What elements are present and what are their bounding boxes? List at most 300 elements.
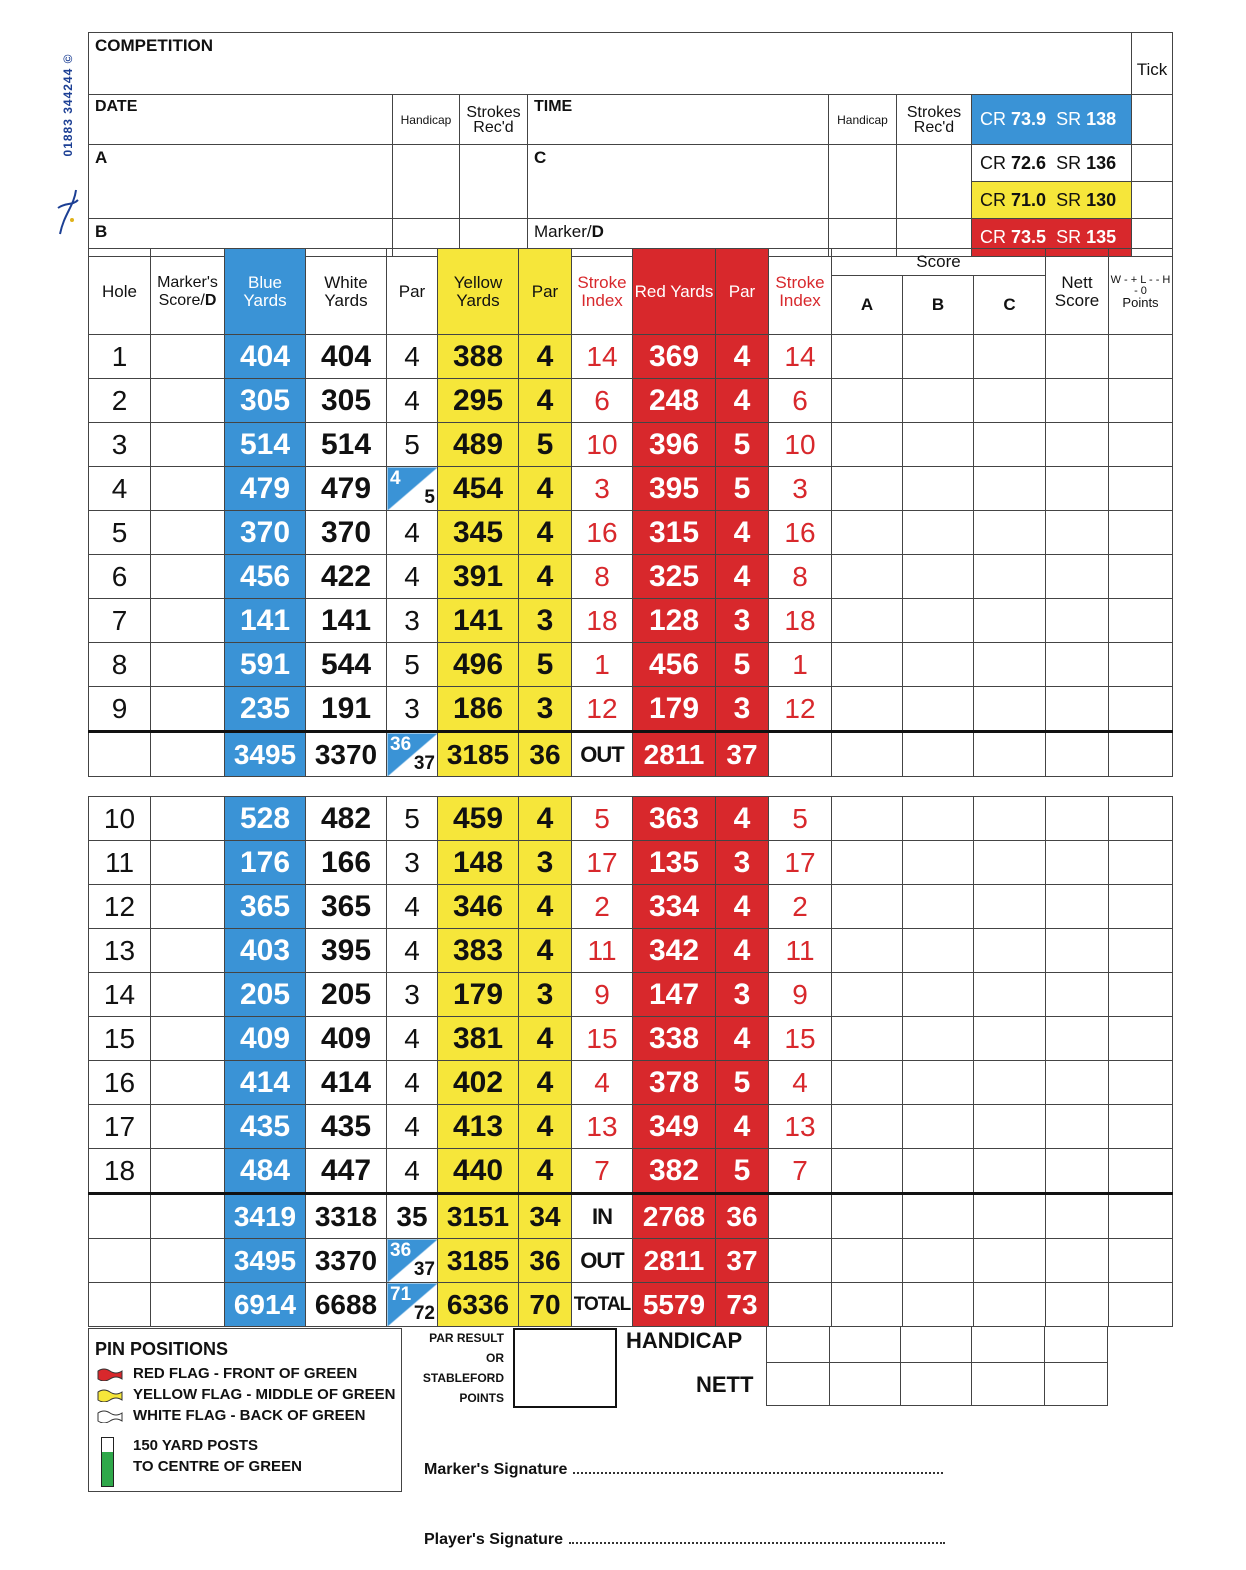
par-split: 4 5 <box>387 467 438 511</box>
score-a-cell[interactable] <box>832 1105 903 1149</box>
marker-score-cell[interactable] <box>151 379 225 423</box>
red-stroke-index-header: Stroke Index <box>769 249 832 335</box>
red-yards: 369 <box>633 335 716 379</box>
marker-signature-line[interactable]: Marker's Signature <box>424 1460 943 1479</box>
front-nine-table <box>88 248 1173 777</box>
rating-white: CR 72.6 SR 136 <box>972 145 1132 182</box>
hole-row <box>89 511 1173 555</box>
score-a-cell[interactable] <box>832 973 903 1017</box>
yellow-yards: 413 <box>438 1105 519 1149</box>
yellow-par: 4 <box>519 379 572 423</box>
score-c-cell[interactable] <box>974 1061 1046 1105</box>
handicap-label: Handicap <box>393 95 460 145</box>
pin-positions-title: PIN POSITIONS <box>95 1339 229 1359</box>
points-cell[interactable] <box>1109 1149 1173 1194</box>
player-c-strokes[interactable] <box>897 145 972 219</box>
white-yards: 191 <box>306 687 387 732</box>
marker-score-cell[interactable] <box>151 1149 225 1194</box>
score-b-cell[interactable] <box>903 885 974 929</box>
marker-score-cell[interactable] <box>151 555 225 599</box>
hole-row <box>89 1105 1173 1149</box>
marker-score-cell[interactable] <box>151 841 225 885</box>
marker-score-cell[interactable] <box>151 687 225 732</box>
blue-yards: 365 <box>225 885 306 929</box>
red-par: 4 <box>716 335 769 379</box>
blue-yards: 514 <box>225 423 306 467</box>
marker-d-field[interactable]: Marker/D <box>528 219 829 257</box>
nett-score-cell[interactable] <box>1046 687 1109 732</box>
red-stroke-index: 4 <box>769 1061 832 1105</box>
nett-score-cell[interactable] <box>1046 973 1109 1017</box>
red-par: 4 <box>716 379 769 423</box>
total-yellow: 6336 <box>438 1283 519 1327</box>
marker-score-cell[interactable] <box>151 511 225 555</box>
yellow-yards: 141 <box>438 599 519 643</box>
par: 4 <box>387 929 438 973</box>
nett-score-cell[interactable] <box>1046 335 1109 379</box>
posts-text-2: TO CENTRE OF GREEN <box>133 1458 302 1475</box>
blue-yards: 456 <box>225 555 306 599</box>
red-yards: 342 <box>633 929 716 973</box>
nett-score-cell[interactable] <box>1046 885 1109 929</box>
hole-row <box>89 797 1173 841</box>
in-red-par: 36 <box>716 1194 769 1239</box>
hole-row <box>89 423 1173 467</box>
score-c-cell[interactable] <box>974 841 1046 885</box>
stroke-index: 17 <box>572 841 633 885</box>
white-yards: 305 <box>306 379 387 423</box>
points-cell[interactable] <box>1109 885 1173 929</box>
yellow-par: 4 <box>519 1061 572 1105</box>
white-flag-text: WHITE FLAG - BACK OF GREEN <box>133 1407 366 1424</box>
par: 4 <box>387 1105 438 1149</box>
points-cell[interactable] <box>1109 1105 1173 1149</box>
score-a-cell[interactable] <box>832 555 903 599</box>
par: 4 <box>387 555 438 599</box>
score-a-cell[interactable] <box>832 467 903 511</box>
total-par-split: 71 72 <box>387 1283 438 1327</box>
red-par: 4 <box>716 1017 769 1061</box>
yellow-par: 4 <box>519 1149 572 1194</box>
score-b-cell[interactable] <box>903 511 974 555</box>
points-cell[interactable] <box>1109 423 1173 467</box>
rating-blue: CR 73.9 SR 138 <box>972 95 1132 145</box>
player-signature-line[interactable]: Player's Signature <box>424 1530 945 1549</box>
score-b-cell[interactable] <box>903 643 974 687</box>
score-c-cell[interactable] <box>974 1149 1046 1194</box>
in-white: 3318 <box>306 1194 387 1239</box>
red-yards: 456 <box>633 643 716 687</box>
hole-row <box>89 555 1173 599</box>
handicap-label-bottom: HANDICAP <box>626 1328 743 1353</box>
hole-number: 13 <box>89 929 151 973</box>
red-stroke-index: 18 <box>769 599 832 643</box>
yellow-yards: 459 <box>438 797 519 841</box>
score-b-cell[interactable] <box>903 1105 974 1149</box>
total-blue: 6914 <box>225 1283 306 1327</box>
yellow-par: 4 <box>519 797 572 841</box>
score-c-cell[interactable] <box>974 599 1046 643</box>
red-par: 4 <box>716 1105 769 1149</box>
marker-score-cell[interactable] <box>151 467 225 511</box>
par: 5 <box>387 423 438 467</box>
yellow-par: 4 <box>519 929 572 973</box>
par: 3 <box>387 599 438 643</box>
score-a-cell[interactable] <box>832 1149 903 1194</box>
points-cell[interactable] <box>1109 379 1173 423</box>
yellow-par: 4 <box>519 511 572 555</box>
total-white: 6688 <box>306 1283 387 1327</box>
marker-score-cell[interactable] <box>151 929 225 973</box>
yellow-flag-text: YELLOW FLAG - MIDDLE OF GREEN <box>133 1386 396 1403</box>
in-yellow: 3151 <box>438 1194 519 1239</box>
hole-number: 9 <box>89 687 151 732</box>
score-b-cell[interactable] <box>903 423 974 467</box>
tick-column-label: Tick <box>1132 33 1173 95</box>
competition-field[interactable]: COMPETITION <box>89 33 1132 95</box>
stroke-index: 18 <box>572 599 633 643</box>
yellow-yards: 346 <box>438 885 519 929</box>
hole-row <box>89 335 1173 379</box>
club-phone: 01883 344244 © <box>61 53 75 157</box>
hole-row <box>89 1149 1173 1194</box>
stroke-index: 3 <box>572 467 633 511</box>
score-b-cell[interactable] <box>903 687 974 732</box>
player-a-field[interactable]: A <box>89 145 393 219</box>
date-field[interactable]: DATE <box>89 95 393 145</box>
out-red-par: 37 <box>716 732 769 777</box>
score-c-cell[interactable] <box>974 797 1046 841</box>
score-a-cell[interactable] <box>832 379 903 423</box>
par-result-label: PAR RESULT OR STABLEFORD POINTS <box>422 1331 504 1405</box>
blue-yards: 414 <box>225 1061 306 1105</box>
score-c-cell[interactable] <box>974 467 1046 511</box>
red-stroke-index: 16 <box>769 511 832 555</box>
score-c-cell[interactable] <box>974 1105 1046 1149</box>
points-cell[interactable] <box>1109 467 1173 511</box>
red-yards: 338 <box>633 1017 716 1061</box>
yellow-par: 4 <box>519 335 572 379</box>
nett-score-cell[interactable] <box>1046 1149 1109 1194</box>
yellow-yards: 388 <box>438 335 519 379</box>
hole-number: 5 <box>89 511 151 555</box>
score-b-cell[interactable] <box>903 797 974 841</box>
white-yards: 422 <box>306 555 387 599</box>
rating-yellow: CR 71.0 SR 130 <box>972 182 1132 219</box>
red-par: 3 <box>716 973 769 1017</box>
marker-score-cell[interactable] <box>151 335 225 379</box>
marker-score-cell[interactable] <box>151 973 225 1017</box>
red-yards: 395 <box>633 467 716 511</box>
nett-score-cell[interactable] <box>1046 379 1109 423</box>
side-strip <box>56 36 80 206</box>
rating-red: CR 73.5 SR 135 <box>972 219 1132 257</box>
par: 4 <box>387 1061 438 1105</box>
red-yards: 396 <box>633 423 716 467</box>
score-c-cell[interactable] <box>974 555 1046 599</box>
score-b-cell[interactable] <box>903 379 974 423</box>
score-b-cell[interactable] <box>903 1149 974 1194</box>
par: 4 <box>387 1017 438 1061</box>
hole-number: 6 <box>89 555 151 599</box>
yellow-flag-icon <box>97 1388 123 1402</box>
score-c-cell[interactable] <box>974 335 1046 379</box>
hole-row <box>89 599 1173 643</box>
blue-yards: 591 <box>225 643 306 687</box>
yellow-yards: 383 <box>438 929 519 973</box>
blue-yards: 404 <box>225 335 306 379</box>
nett-score-cell[interactable] <box>1046 467 1109 511</box>
marker-score-cell[interactable] <box>151 797 225 841</box>
in-label: IN <box>572 1194 633 1239</box>
in-red: 2768 <box>633 1194 716 1239</box>
handicap-box[interactable] <box>767 1327 830 1363</box>
marker-score-cell[interactable] <box>151 1017 225 1061</box>
white-yards: 435 <box>306 1105 387 1149</box>
score-b-cell[interactable] <box>903 1017 974 1061</box>
score-b-cell[interactable] <box>903 335 974 379</box>
red-par: 4 <box>716 797 769 841</box>
par: 4 <box>387 335 438 379</box>
par: 5 <box>387 797 438 841</box>
score-c-cell[interactable] <box>974 379 1046 423</box>
stroke-index: 10 <box>572 423 633 467</box>
competition-table <box>88 32 1173 257</box>
hole-number: 8 <box>89 643 151 687</box>
blue-yards: 484 <box>225 1149 306 1194</box>
score-c-cell[interactable] <box>974 929 1046 973</box>
score-b-cell[interactable] <box>903 929 974 973</box>
red-flag-icon <box>97 1367 123 1381</box>
red-stroke-index: 10 <box>769 423 832 467</box>
score-a-cell[interactable] <box>832 599 903 643</box>
score-a-cell[interactable] <box>832 929 903 973</box>
nett-score-cell[interactable] <box>1046 423 1109 467</box>
points-cell[interactable] <box>1109 555 1173 599</box>
score-c-cell[interactable] <box>974 1017 1046 1061</box>
total-red: 5579 <box>633 1283 716 1327</box>
stroke-index: 1 <box>572 643 633 687</box>
score-c-cell[interactable] <box>974 423 1046 467</box>
hole-row <box>89 885 1173 929</box>
nett-score-cell[interactable] <box>1046 599 1109 643</box>
nett-score-cell[interactable] <box>1046 797 1109 841</box>
points-cell[interactable] <box>1109 335 1173 379</box>
wlh-points-header: W - + L - - H - 0 Points <box>1109 249 1173 335</box>
nett-score-cell[interactable] <box>1046 511 1109 555</box>
score-a-cell[interactable] <box>832 511 903 555</box>
par: 3 <box>387 841 438 885</box>
tick-box[interactable] <box>1132 182 1173 219</box>
score-c-cell[interactable] <box>974 687 1046 732</box>
player-c-field[interactable]: C <box>528 145 829 219</box>
blue-yards: 176 <box>225 841 306 885</box>
red-par: 5 <box>716 1149 769 1194</box>
red-par: 4 <box>716 885 769 929</box>
out-blue-2: 3495 <box>225 1239 306 1283</box>
handicap-nett-boxes <box>766 1326 1172 1406</box>
yellow-yards: 391 <box>438 555 519 599</box>
marker-score-cell[interactable] <box>151 423 225 467</box>
score-a-cell[interactable] <box>832 1061 903 1105</box>
hole-row <box>89 687 1173 732</box>
club-logo-icon <box>56 184 80 240</box>
red-yards: 135 <box>633 841 716 885</box>
points-cell[interactable] <box>1109 1061 1173 1105</box>
stroke-index: 7 <box>572 1149 633 1194</box>
nett-score-cell[interactable] <box>1046 841 1109 885</box>
red-par: 4 <box>716 511 769 555</box>
nett-score-cell[interactable] <box>1046 1061 1109 1105</box>
red-par: 4 <box>716 929 769 973</box>
yellow-yards: 148 <box>438 841 519 885</box>
yellow-par: 4 <box>519 1105 572 1149</box>
score-b-cell[interactable] <box>903 1061 974 1105</box>
score-c-cell[interactable] <box>974 973 1046 1017</box>
hole-number: 10 <box>89 797 151 841</box>
red-stroke-index: 15 <box>769 1017 832 1061</box>
par: 3 <box>387 687 438 732</box>
blue-yards: 528 <box>225 797 306 841</box>
score-a-cell[interactable] <box>832 841 903 885</box>
out-yellow-par: 36 <box>519 732 572 777</box>
red-yards: 315 <box>633 511 716 555</box>
red-yards: 248 <box>633 379 716 423</box>
score-a-cell[interactable] <box>832 423 903 467</box>
hole-number: 2 <box>89 379 151 423</box>
yellow-par: 3 <box>519 973 572 1017</box>
posts-text-1: 150 YARD POSTS <box>133 1437 259 1454</box>
par-result-box[interactable] <box>513 1328 617 1408</box>
points-cell[interactable] <box>1109 841 1173 885</box>
yellow-par: 5 <box>519 423 572 467</box>
score-a-cell[interactable] <box>832 643 903 687</box>
nett-box[interactable] <box>767 1363 830 1406</box>
yellow-yards: 381 <box>438 1017 519 1061</box>
time-field[interactable]: TIME <box>528 95 829 145</box>
stroke-index: 9 <box>572 973 633 1017</box>
par-header: Par <box>387 249 438 335</box>
hole-row <box>89 1017 1173 1061</box>
score-c-cell[interactable] <box>974 885 1046 929</box>
yellow-par: 3 <box>519 841 572 885</box>
out-white-2: 3370 <box>306 1239 387 1283</box>
nett-label: NETT <box>696 1372 754 1397</box>
white-yards: 447 <box>306 1149 387 1194</box>
yard-post-icon <box>101 1437 114 1487</box>
par: 4 <box>387 1149 438 1194</box>
hole-number: 17 <box>89 1105 151 1149</box>
score-a-cell[interactable] <box>832 1017 903 1061</box>
score-a-header: A <box>832 276 903 335</box>
score-b-cell[interactable] <box>903 467 974 511</box>
out-total-row <box>89 732 1173 777</box>
points-cell[interactable] <box>1109 511 1173 555</box>
hole-header: Hole <box>89 249 151 335</box>
score-b-cell[interactable] <box>903 599 974 643</box>
points-cell[interactable] <box>1109 797 1173 841</box>
red-yards: 128 <box>633 599 716 643</box>
white-yards: 404 <box>306 335 387 379</box>
in-yellow-par: 34 <box>519 1194 572 1239</box>
points-cell[interactable] <box>1109 973 1173 1017</box>
stroke-index: 5 <box>572 797 633 841</box>
marker-score-cell[interactable] <box>151 885 225 929</box>
red-stroke-index: 2 <box>769 885 832 929</box>
stroke-index: 2 <box>572 885 633 929</box>
yellow-yards: 489 <box>438 423 519 467</box>
player-b-field[interactable]: B <box>89 219 393 257</box>
score-b-cell[interactable] <box>903 841 974 885</box>
score-c-cell[interactable] <box>974 511 1046 555</box>
nett-score-cell[interactable] <box>1046 555 1109 599</box>
nett-score-cell[interactable] <box>1046 643 1109 687</box>
yellow-par: 4 <box>519 555 572 599</box>
marker-score-cell[interactable] <box>151 643 225 687</box>
stroke-index: 11 <box>572 929 633 973</box>
hole-number: 1 <box>89 335 151 379</box>
column-header-row <box>89 249 1173 276</box>
marker-score-cell[interactable] <box>151 1105 225 1149</box>
score-b-cell[interactable] <box>903 973 974 1017</box>
points-cell[interactable] <box>1109 687 1173 732</box>
red-yards: 147 <box>633 973 716 1017</box>
blue-yards: 205 <box>225 973 306 1017</box>
marker-score-cell[interactable] <box>151 599 225 643</box>
points-cell[interactable] <box>1109 1017 1173 1061</box>
points-cell[interactable] <box>1109 599 1173 643</box>
score-a-cell[interactable] <box>832 885 903 929</box>
hole-number: 3 <box>89 423 151 467</box>
blue-yards: 403 <box>225 929 306 973</box>
score-a-cell[interactable] <box>832 797 903 841</box>
hole-number: 14 <box>89 973 151 1017</box>
grand-total-row <box>89 1283 1173 1327</box>
player-c-handicap[interactable] <box>829 145 897 219</box>
hole-number: 11 <box>89 841 151 885</box>
hole-row <box>89 643 1173 687</box>
out-par-split: 36 37 <box>387 732 438 777</box>
red-yards: 382 <box>633 1149 716 1194</box>
marker-score-cell[interactable] <box>151 1061 225 1105</box>
white-yards: 514 <box>306 423 387 467</box>
score-a-cell[interactable] <box>832 335 903 379</box>
white-yards: 166 <box>306 841 387 885</box>
handicap-label-2: Handicap <box>829 95 897 145</box>
tick-box[interactable] <box>1132 95 1173 145</box>
white-yards: 370 <box>306 511 387 555</box>
white-yards: 414 <box>306 1061 387 1105</box>
out-red-par-2: 37 <box>716 1239 769 1283</box>
nett-score-cell[interactable] <box>1046 1105 1109 1149</box>
score-b-cell[interactable] <box>903 555 974 599</box>
player-a-strokes[interactable] <box>460 145 528 219</box>
points-cell[interactable] <box>1109 929 1173 973</box>
in-blue: 3419 <box>225 1194 306 1239</box>
score-c-cell[interactable] <box>974 643 1046 687</box>
white-yards: 479 <box>306 467 387 511</box>
points-cell[interactable] <box>1109 643 1173 687</box>
red-stroke-index: 14 <box>769 335 832 379</box>
nett-score-cell[interactable] <box>1046 929 1109 973</box>
nett-score-cell[interactable] <box>1046 1017 1109 1061</box>
hole-number: 16 <box>89 1061 151 1105</box>
par: 4 <box>387 379 438 423</box>
score-a-cell[interactable] <box>832 687 903 732</box>
player-a-handicap[interactable] <box>393 145 460 219</box>
red-stroke-index: 3 <box>769 467 832 511</box>
tick-box[interactable] <box>1132 145 1173 182</box>
